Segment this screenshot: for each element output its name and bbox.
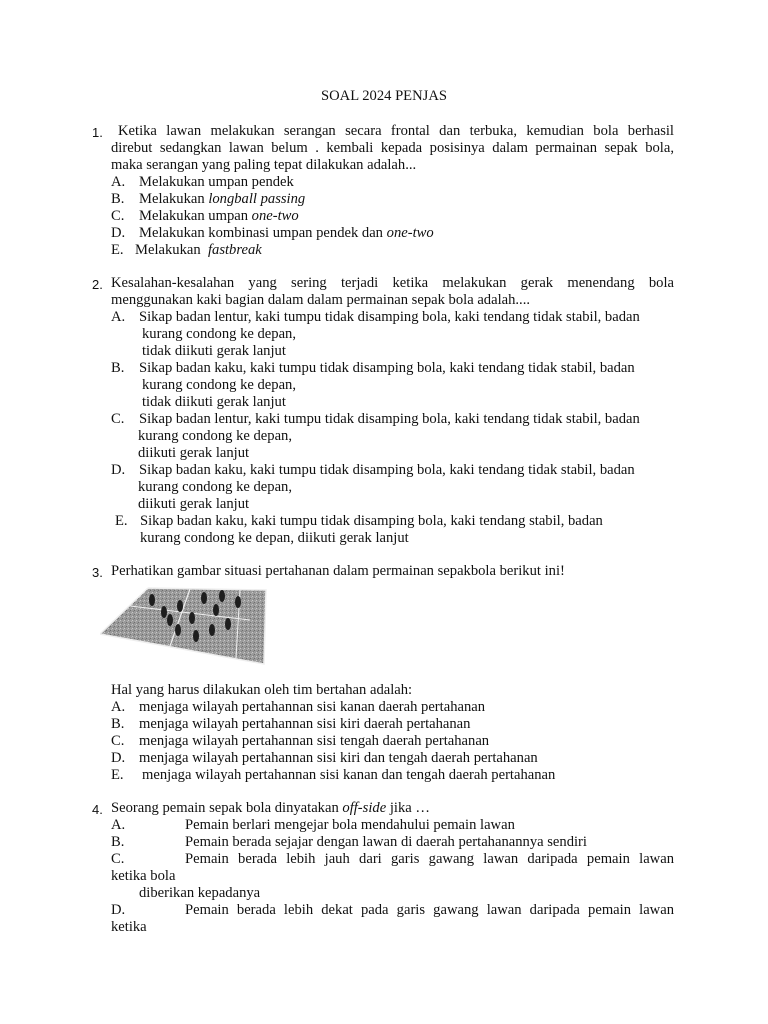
q3-option-c xyxy=(111,733,489,750)
option-letter: C. xyxy=(111,733,125,749)
option-text: Pemain berada sejajar dengan lawan di daerah pertahanannya sendiri xyxy=(185,834,587,850)
q2-option-e xyxy=(115,513,603,530)
q4-option-a xyxy=(111,817,515,834)
q2-option-b-line3: tidak diikuti gerak lanjut xyxy=(142,394,286,410)
option-italic: fastbreak xyxy=(207,242,262,258)
q2-option-a xyxy=(111,309,640,326)
q1-number: 1. xyxy=(92,125,103,140)
player xyxy=(175,624,181,636)
q1-line2: direbut sedangkan lawan belum . kembali kepada posisinya dalam permainan sepak bola, xyxy=(111,140,674,156)
option-letter: A. xyxy=(111,699,126,715)
option-letter: A. xyxy=(111,309,126,325)
q4-number: 4. xyxy=(92,802,103,817)
option-letter: C. xyxy=(111,851,125,867)
player xyxy=(201,592,207,604)
q2-number: 2. xyxy=(92,277,103,292)
q3-option-e xyxy=(111,767,555,784)
q3-prompt: Hal yang harus dilakukan oleh tim bertahan adalah: xyxy=(111,682,413,698)
player xyxy=(213,604,219,616)
q3-line1: Perhatikan gambar situasi pertahanan dalam permainan sepakbola berikut ini! xyxy=(111,563,565,579)
q2-option-a-line3: tidak diikuti gerak lanjut xyxy=(142,343,286,359)
player xyxy=(161,606,167,618)
option-letter: B. xyxy=(111,834,125,850)
option-text: Melakukan xyxy=(139,191,209,207)
player xyxy=(177,600,183,612)
option-text: Sikap badan kaku, kaki tumpu tidak disamping bola, kaki tendang stabil, badan xyxy=(140,513,603,529)
q3-number: 3. xyxy=(92,565,103,580)
q2-option-c-line3: diikuti gerak lanjut xyxy=(138,445,250,461)
player xyxy=(209,624,215,636)
q4-option-b xyxy=(111,834,587,851)
option-text: menjaga wilayah pertahannan sisi kanan daerah pertahanan xyxy=(139,699,486,715)
q4-option-d xyxy=(111,902,674,919)
q4-option-c-line2: ketika bola xyxy=(111,868,176,884)
option-letter: B. xyxy=(111,191,125,207)
q3-option-b xyxy=(111,716,470,733)
q2-line1: Kesalahan-kesalahan yang sering terjadi ketika melakukan gerak menendang bola xyxy=(111,275,674,291)
q1-option-d xyxy=(111,225,434,242)
option-text: Sikap badan kaku, kaki tumpu tidak disamping bola, kaki tendang tidak stabil, badan xyxy=(139,462,635,478)
option-text: Pemain berada lebih jauh dari garis gawang lawan daripada pemain lawan xyxy=(185,851,674,867)
option-text: Melakukan xyxy=(135,242,205,258)
option-italic: one-two xyxy=(386,225,434,241)
option-text: menjaga wilayah pertahannan sisi tengah daerah pertahanan xyxy=(139,733,490,749)
option-text: Sikap badan lentur, kaki tumpu tidak disamping bola, kaki tendang tidak stabil, badan xyxy=(139,411,640,427)
q1-option-b xyxy=(111,191,305,208)
option-letter: C. xyxy=(111,208,125,224)
q1-option-c xyxy=(111,208,299,225)
player xyxy=(225,618,231,630)
q2-option-c-line2: kurang condong ke depan, xyxy=(138,428,292,444)
page-title: SOAL 2024 PENJAS xyxy=(321,88,447,104)
player xyxy=(167,614,173,626)
option-letter: C. xyxy=(111,411,125,427)
q2-line2: menggunakan kaki bagian dalam dalam permainan sepak bola adalah.... xyxy=(111,292,531,308)
option-text: Melakukan umpan pendek xyxy=(139,174,294,190)
option-text: menjaga wilayah pertahannan sisi kanan dan tengah daerah pertahanan xyxy=(142,767,556,783)
q1-option-e xyxy=(111,242,262,259)
q4-line1-text: Seorang pemain sepak bola dinyatakan xyxy=(111,800,343,816)
q2-option-b xyxy=(111,360,635,377)
q2-option-d-line2: kurang condong ke depan, xyxy=(138,479,292,495)
q4-line1-italic: off-side xyxy=(342,800,387,816)
option-text: Pemain berada lebih dekat pada garis gawang lawan daripada pemain lawan xyxy=(185,902,674,918)
q2-option-a-line2: kurang condong ke depan, xyxy=(142,326,296,342)
football-field-image xyxy=(100,584,268,666)
q2-option-e-line2: kurang condong ke depan, diikuti gerak lanjut xyxy=(140,530,409,546)
option-italic: one-two xyxy=(251,208,299,224)
player xyxy=(193,630,199,642)
q3-option-a xyxy=(111,699,485,716)
option-text: menjaga wilayah pertahannan sisi kiri dan tengah daerah pertahanan xyxy=(139,750,538,766)
q1-line3: maka serangan yang paling tepat dilakukan adalah... xyxy=(111,157,417,173)
option-text: Sikap badan kaku, kaki tumpu tidak disamping bola, kaki tendang tidak stabil, badan xyxy=(139,360,635,376)
q2-option-d-line3: diikuti gerak lanjut xyxy=(138,496,250,512)
q4-line1 xyxy=(111,800,430,817)
option-italic: longball passing xyxy=(208,191,306,207)
option-letter: A. xyxy=(111,174,126,190)
player xyxy=(235,596,241,608)
option-letter: E. xyxy=(115,513,128,529)
player xyxy=(189,612,195,624)
option-text: Pemain berlari mengejar bola mendahului pemain lawan xyxy=(185,817,515,833)
option-letter: D. xyxy=(111,462,126,478)
player xyxy=(219,590,225,602)
q2-option-c xyxy=(111,411,640,428)
q1-line1: Ketika lawan melakukan serangan secara frontal dan terbuka, kemudian bola berhasil xyxy=(118,123,674,139)
option-letter: B. xyxy=(111,716,125,732)
q4-option-c-line3: diberikan kepadanya xyxy=(139,885,261,901)
option-letter: D. xyxy=(111,750,126,766)
option-text: Sikap badan lentur, kaki tumpu tidak disamping bola, kaki tendang tidak stabil, badan xyxy=(139,309,640,325)
q4-line1-tail: jika … xyxy=(386,800,430,816)
option-text: Melakukan kombinasi umpan pendek dan xyxy=(139,225,387,241)
q1-option-a xyxy=(111,174,294,191)
option-letter: D. xyxy=(111,902,126,918)
q4-option-c xyxy=(111,851,674,868)
option-letter: E. xyxy=(111,767,124,783)
q2-option-d xyxy=(111,462,635,479)
option-letter: D. xyxy=(111,225,126,241)
field-surface xyxy=(100,588,266,664)
option-text: menjaga wilayah pertahannan sisi kiri daerah pertahanan xyxy=(139,716,471,732)
option-text: Melakukan umpan xyxy=(139,208,252,224)
option-letter: B. xyxy=(111,360,125,376)
player xyxy=(149,594,155,606)
q3-option-d xyxy=(111,750,538,767)
q4-option-d-line2: ketika xyxy=(111,919,147,935)
option-letter: E. xyxy=(111,242,124,258)
q2-option-b-line2: kurang condong ke depan, xyxy=(142,377,296,393)
option-letter: A. xyxy=(111,817,126,833)
